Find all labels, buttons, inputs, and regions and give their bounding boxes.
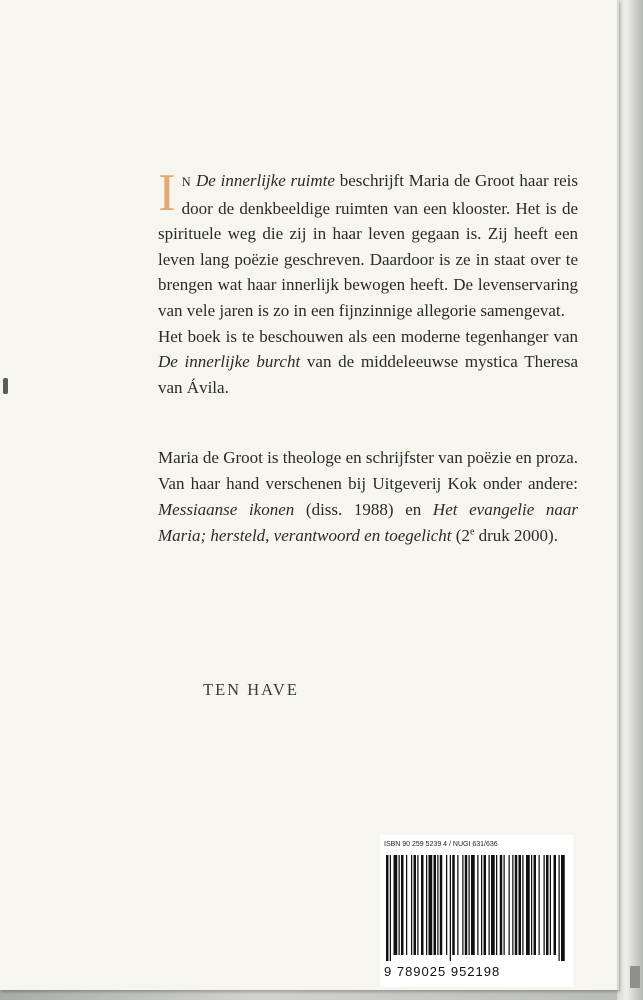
barcode-bar xyxy=(554,855,557,955)
barcode-bar xyxy=(496,855,497,955)
blurb-paragraph-2 xyxy=(158,324,578,401)
barcode-bar xyxy=(406,855,407,955)
publisher-name: TEN HAVE xyxy=(203,680,299,699)
margin-mark xyxy=(3,378,8,394)
barcode-bar xyxy=(539,855,540,955)
barcode-bar xyxy=(512,855,513,955)
bio-text-b: (diss. 1988) en xyxy=(294,500,433,519)
blurb xyxy=(158,164,579,400)
bio-title-2: Het evangelie naar Maria; hersteld, verantwoord en toegelicht xyxy=(158,500,578,545)
barcode-bar xyxy=(504,855,505,955)
barcode-bar xyxy=(450,855,451,961)
barcode-icon xyxy=(384,855,569,961)
barcode-bar xyxy=(534,855,537,955)
barcode-bar xyxy=(465,855,468,955)
bio-text-d: druk 2000). xyxy=(474,526,558,545)
barcode-bar xyxy=(522,855,523,955)
barcode-bar xyxy=(544,855,545,955)
barcode-bar xyxy=(457,855,458,955)
barcode-bar xyxy=(401,855,404,955)
bio-sup: e xyxy=(469,526,475,538)
barcode-block xyxy=(380,835,573,987)
barcode-digits: 9 789025 952198 xyxy=(384,964,501,979)
bio-text-c: (2 xyxy=(451,526,470,545)
blurb-p2-text-a: Het boek is te beschouwen als een moderne tegenhanger van xyxy=(158,326,578,346)
barcode-bar xyxy=(550,855,551,955)
barcode-bar xyxy=(434,855,437,955)
bio-text-a: Maria de Groot is theologe en schrijfster van poëzie en proza. Van haar hand verschenen bij Uitgeverij Kok onder andere: xyxy=(158,448,578,493)
barcode-bar xyxy=(477,855,478,955)
blurb-paragraph-1 xyxy=(158,164,579,324)
drop-cap: I xyxy=(158,164,176,222)
barcode-bar xyxy=(390,855,391,961)
barcode-bar xyxy=(386,855,389,961)
barcode-bar xyxy=(426,855,427,955)
author-bio xyxy=(158,445,578,549)
barcode-bar xyxy=(489,855,490,955)
barcode-bar xyxy=(531,855,532,955)
barcode-bar xyxy=(491,855,495,955)
blurb-smallcap: N xyxy=(181,175,192,189)
barcode-bar xyxy=(440,855,443,955)
barcode-bar xyxy=(429,855,433,955)
barcode-bar xyxy=(446,855,447,955)
bio-title-1: Messiaanse ikonen xyxy=(158,500,295,519)
barcode-bar xyxy=(469,855,470,955)
barcode-bar xyxy=(452,855,455,955)
bio-paragraph xyxy=(158,445,578,549)
barcode-bar xyxy=(546,855,549,955)
barcode-bar xyxy=(526,855,530,955)
barcode-bar xyxy=(414,855,417,955)
isbn-line: ISBN 90 259 5239 4 / NUGI 631/636 xyxy=(384,841,498,848)
blurb-text: beschrijft Maria de Groot haar reis door de denkbeeldige ruimten van een klooster. Het is de spirituele weg die zij in haar leven gegaan is. Zij heeft een leven lang poëzie geschreven. Daardoor is ze in staat over te brengen wat haar innerlijk bewogen heeft. De levenservaring van vele jaren is zo in een fijnzinnige allegorie samengevat. xyxy=(158,171,579,320)
barcode-bar xyxy=(481,855,482,955)
library-label xyxy=(630,966,640,988)
barcode-bar xyxy=(559,855,560,961)
barcode-bar xyxy=(411,855,412,955)
barcode-bar xyxy=(462,855,463,955)
barcode-bar xyxy=(500,855,503,955)
blurb-p2-text-b: van de middeleeuwse mystica Theresa van Ávila. xyxy=(158,352,578,397)
barcode-bar xyxy=(519,855,522,955)
barcode-bar xyxy=(417,855,418,955)
book-title-inline: De innerlijke ruimte xyxy=(191,171,335,190)
barcode-bar xyxy=(561,855,565,961)
blurb-p2-title: De innerlijke burcht xyxy=(158,352,301,372)
book-spine-edge xyxy=(617,0,643,1000)
barcode-bar xyxy=(394,855,398,955)
barcode-bar xyxy=(471,855,475,955)
barcode-bar xyxy=(399,855,400,955)
barcode-bar xyxy=(421,855,424,955)
barcode-bar xyxy=(515,855,518,955)
barcode-bar xyxy=(484,855,487,955)
barcode-bar xyxy=(509,855,510,955)
barcode-bar xyxy=(437,855,438,955)
